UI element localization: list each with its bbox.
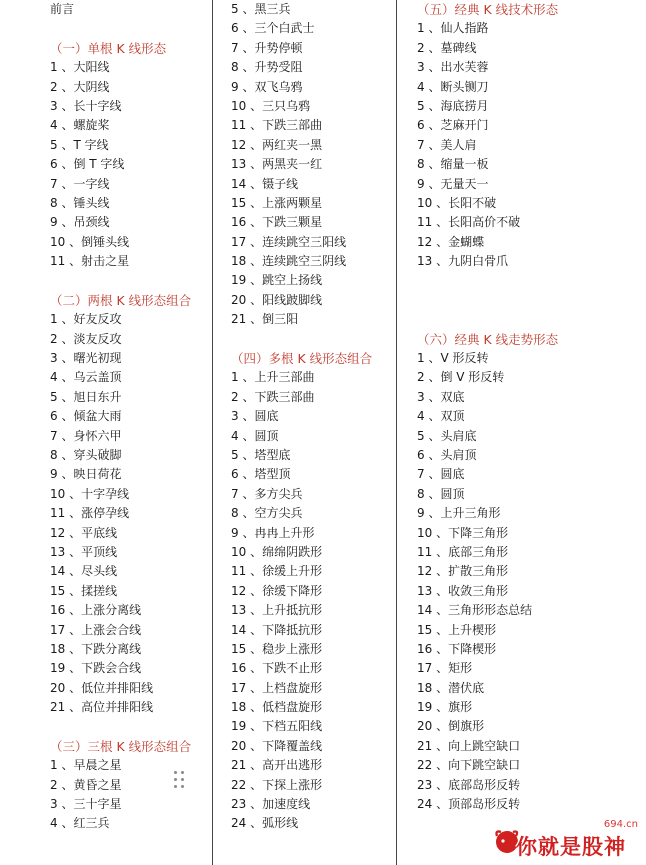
toc-item[interactable]: 9 、上升三角形: [417, 506, 501, 521]
toc-column-1: [0, 0, 212, 865]
drag-handle-icon[interactable]: [174, 771, 186, 789]
toc-item[interactable]: 15 、上升楔形: [417, 622, 497, 637]
toc-item[interactable]: 10 、十字孕线: [50, 486, 130, 501]
toc-item[interactable]: 13 、上升抵抗形: [231, 603, 323, 618]
toc-item[interactable]: 7 、多方尖兵: [231, 486, 303, 501]
toc-item[interactable]: 16 、下降楔形: [417, 641, 497, 656]
spacer: [50, 19, 212, 38]
watermark-domain: 694.cn: [603, 819, 638, 830]
toc-item[interactable]: 19 、跳空上扬线: [231, 273, 323, 288]
section-heading: （五）经典 K 线技术形态: [417, 2, 559, 17]
toc-item[interactable]: 12 、徐缓下降形: [231, 583, 323, 598]
toc-item[interactable]: 8 、空方尖兵: [231, 506, 303, 521]
toc-item[interactable]: 18 、潜伏底: [417, 680, 485, 695]
toc-item[interactable]: 19 、旗形: [417, 700, 473, 715]
toc-item[interactable]: 11 、涨停孕线: [50, 506, 130, 521]
toc-item[interactable]: 4 、双顶: [417, 409, 465, 424]
toc-item[interactable]: 20 、倒旗形: [417, 719, 485, 734]
toc-item[interactable]: 10 、绵绵阴跌形: [231, 544, 323, 559]
toc-item[interactable]: 10 、长阳不破: [417, 195, 497, 210]
toc-item[interactable]: 3 、长十字线: [50, 98, 122, 113]
toc-item[interactable]: 1 、早晨之星: [50, 758, 122, 773]
toc-item[interactable]: 8 、穿头破脚: [50, 447, 122, 462]
toc-item[interactable]: 4 、圆顶: [231, 428, 279, 443]
toc-item[interactable]: 1 、好友反攻: [50, 312, 122, 327]
spacer: [417, 291, 646, 310]
toc-item[interactable]: 7 、升势停顿: [231, 40, 303, 55]
toc-item[interactable]: 14 、尽头线: [50, 564, 118, 579]
toc-item[interactable]: 1 、仙人指路: [417, 21, 489, 36]
toc-item[interactable]: 7 、身怀六甲: [50, 428, 122, 443]
toc-item[interactable]: 13 、收敛三角形: [417, 583, 509, 598]
toc-item[interactable]: 19 、下档五阳线: [231, 719, 323, 734]
toc-item[interactable]: 4 、红三兵: [50, 816, 110, 831]
toc-item[interactable]: 6 、倾盆大雨: [50, 409, 122, 424]
toc-item[interactable]: 6 、倒 T 字线: [50, 157, 125, 172]
section-heading: （二）两根 K 线形态组合: [50, 292, 192, 308]
toc-item[interactable]: 4 、断头铡刀: [417, 79, 489, 94]
toc-item[interactable]: 2 、倒 V 形反转: [417, 370, 505, 385]
toc-item[interactable]: 3 、双底: [417, 389, 465, 404]
toc-item[interactable]: 11 、射击之星: [50, 254, 130, 269]
toc-item[interactable]: 5 、黑三兵: [231, 2, 291, 16]
toc-item[interactable]: 21 、向上跳空缺口: [417, 738, 521, 753]
toc-item[interactable]: 21 、倒三阳: [231, 312, 299, 327]
toc-item[interactable]: 2 、下跌三部曲: [231, 389, 315, 404]
toc-column-2: [212, 0, 396, 865]
toc-item[interactable]: 6 、头肩顶: [417, 447, 477, 462]
toc-item[interactable]: 17 、矩形: [417, 661, 473, 676]
section-heading: （三）三根 K 线形态组合: [50, 738, 192, 754]
toc-item[interactable]: 12 、扩散三角形: [417, 564, 509, 579]
section-heading: （六）经典 K 线走势形态: [417, 331, 559, 347]
section-heading: （四）多根 K 线形态组合: [231, 351, 373, 367]
toc-item[interactable]: 5 、塔型底: [231, 447, 291, 462]
toc-item[interactable]: 22 、向下跳空缺口: [417, 758, 521, 773]
toc-item[interactable]: 21 、高位并排阳线: [50, 700, 154, 715]
toc-item[interactable]: 15 、上涨两颗星: [231, 195, 323, 210]
toc-item[interactable]: 12 、两红夹一黑: [231, 137, 323, 152]
spacer: [417, 310, 646, 329]
toc-item[interactable]: 9 、映日荷花: [50, 467, 122, 482]
toc-item[interactable]: 2 、黄昏之星: [50, 777, 122, 792]
toc-item[interactable]: 2 、淡友反攻: [50, 331, 122, 346]
toc-column-3: [396, 0, 646, 865]
toc-item[interactable]: 2 、大阴线: [50, 79, 110, 94]
toc-item[interactable]: 7 、美人肩: [417, 137, 477, 152]
watermark-text: 你就是股神: [516, 835, 626, 859]
toc-item[interactable]: 9 、双飞乌鸦: [231, 79, 303, 94]
toc-item[interactable]: 10 、三只乌鸦: [231, 98, 311, 113]
spacer: [50, 271, 212, 290]
toc-item[interactable]: 10 、下降三角形: [417, 525, 509, 540]
toc-item[interactable]: 24 、顶部岛形反转: [417, 797, 521, 812]
toc-item[interactable]: 4 、螺旋桨: [50, 118, 110, 133]
toc-item[interactable]: 23 、底部岛形反转: [417, 777, 521, 792]
toc-item[interactable]: 13 、平顶线: [50, 544, 118, 559]
toc-item[interactable]: 1 、上升三部曲: [231, 370, 315, 385]
toc-item[interactable]: 9 、冉冉上升形: [231, 525, 315, 540]
toc-item[interactable]: 16 、下跌不止形: [231, 661, 323, 676]
toc-item[interactable]: 13 、两黑夹一红: [231, 157, 323, 172]
toc-item[interactable]: 12 、平底线: [50, 525, 118, 540]
toc-item[interactable]: 6 、三个白武士: [231, 21, 315, 36]
toc-item[interactable]: 8 、圆顶: [417, 486, 465, 501]
toc-item[interactable]: 9 、吊颈线: [50, 215, 110, 230]
toc-item[interactable]: 18 、下跌分离线: [50, 641, 142, 656]
toc-item[interactable]: 5 、旭日东升: [50, 389, 122, 404]
toc-item[interactable]: 20 、低位并排阳线: [50, 680, 154, 695]
toc-item[interactable]: 9 、无量天一: [417, 176, 489, 191]
toc-item[interactable]: 8 、缩量一板: [417, 157, 489, 172]
toc-item[interactable]: 14 、下降抵抗形: [231, 622, 323, 637]
toc-item[interactable]: 17 、上涨会合线: [50, 622, 142, 637]
toc-item[interactable]: 13 、九阴白骨爪: [417, 254, 509, 269]
toc-item[interactable]: 16 、上涨分离线: [50, 603, 142, 618]
toc-item[interactable]: 14 、三角形形态总结: [417, 603, 533, 618]
toc-item[interactable]: 10 、倒锤头线: [50, 234, 130, 249]
toc-item[interactable]: 16 、下跌三颗星: [231, 215, 323, 230]
toc-item[interactable]: 11 、长阳高价不破: [417, 215, 521, 230]
toc-item[interactable]: 22 、下探上涨形: [231, 777, 323, 792]
toc-item[interactable]: 15 、稳步上涨形: [231, 641, 323, 656]
toc-item[interactable]: 3 、圆底: [231, 409, 279, 424]
toc-item[interactable]: 3 、曙光初现: [50, 351, 122, 366]
preface-title[interactable]: 前言: [50, 2, 75, 16]
toc-item[interactable]: 2 、墓碑线: [417, 40, 477, 55]
toc-item[interactable]: 3 、出水芙蓉: [417, 60, 489, 75]
spacer: [417, 271, 646, 290]
section-heading: （一）单根 K 线形态: [50, 40, 167, 56]
toc-item[interactable]: 4 、乌云盖顶: [50, 370, 122, 385]
toc-item[interactable]: 11 、底部三角形: [417, 544, 509, 559]
toc-item[interactable]: 17 、上档盘旋形: [231, 680, 323, 695]
toc-item[interactable]: 12 、金蝴蝶: [417, 234, 485, 249]
toc-item[interactable]: 11 、下跌三部曲: [231, 118, 323, 133]
toc-item[interactable]: 7 、圆底: [417, 467, 465, 482]
toc-item[interactable]: 18 、低档盘旋形: [231, 700, 323, 715]
toc-item[interactable]: 15 、揉搓线: [50, 583, 118, 598]
toc-item[interactable]: 14 、镊子线: [231, 176, 299, 191]
toc-item[interactable]: 20 、下降覆盖线: [231, 738, 323, 753]
spacer: [50, 717, 212, 736]
toc-item[interactable]: 18 、连续跳空三阴线: [231, 254, 347, 269]
site-watermark-logo: [494, 819, 644, 861]
toc-item[interactable]: 6 、芝麻开门: [417, 118, 489, 133]
toc-item[interactable]: 5 、海底捞月: [417, 98, 489, 113]
toc-item[interactable]: 1 、大阳线: [50, 60, 110, 75]
toc-item[interactable]: 24 、弧形线: [231, 816, 299, 831]
toc-item[interactable]: 1 、V 形反转: [417, 351, 489, 366]
toc-item[interactable]: 17 、连续跳空三阳线: [231, 234, 347, 249]
toc-item[interactable]: 8 、锤头线: [50, 195, 110, 210]
toc-item[interactable]: 20 、阳线跛脚线: [231, 292, 323, 307]
toc-item[interactable]: 8 、升势受阻: [231, 60, 303, 75]
toc-item[interactable]: 5 、头肩底: [417, 428, 477, 443]
toc-item[interactable]: 11 、徐缓上升形: [231, 564, 323, 579]
toc-item[interactable]: 23 、加速度线: [231, 797, 311, 812]
toc-item[interactable]: 19 、下跌会合线: [50, 661, 142, 676]
toc-item[interactable]: 6 、塔型顶: [231, 467, 291, 482]
toc-item[interactable]: 21 、高开出逃形: [231, 758, 323, 773]
toc-item[interactable]: 5 、T 字线: [50, 137, 109, 152]
spacer: [231, 330, 396, 349]
toc-item[interactable]: 7 、一字线: [50, 176, 110, 191]
toc-item[interactable]: 3 、三十字星: [50, 797, 122, 812]
